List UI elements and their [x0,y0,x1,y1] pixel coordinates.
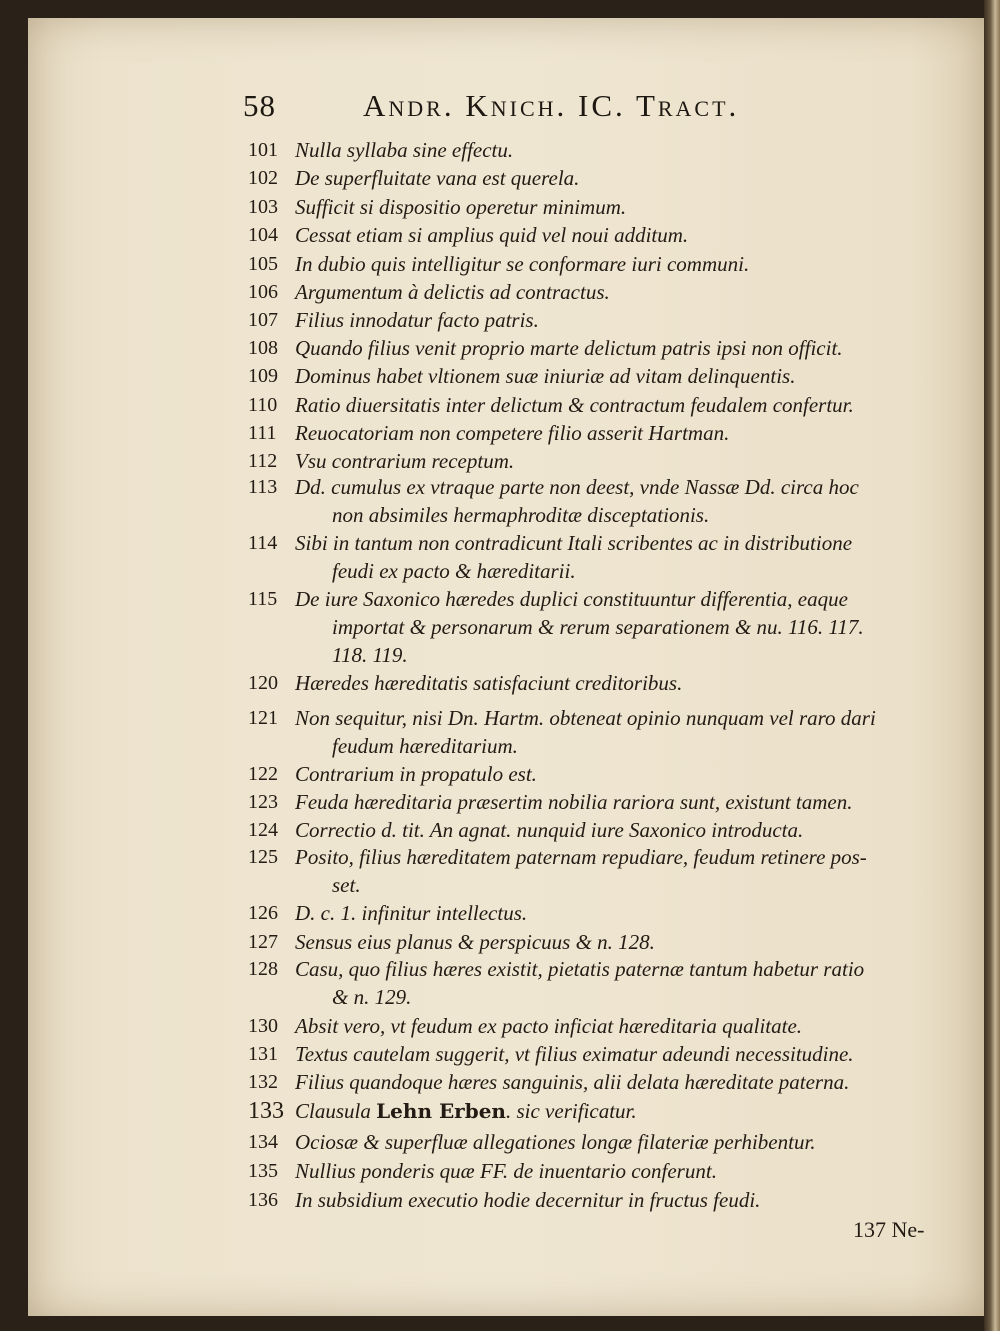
running-title: Andr. Knich. IC. Tract. [363,88,740,123]
fraktur-phrase: Lehn Erben [376,1099,506,1123]
page-header [243,88,843,128]
folio-number: 58 [243,88,276,123]
catchword: 137 Ne- [853,1217,925,1242]
page-edge [984,0,1000,1331]
